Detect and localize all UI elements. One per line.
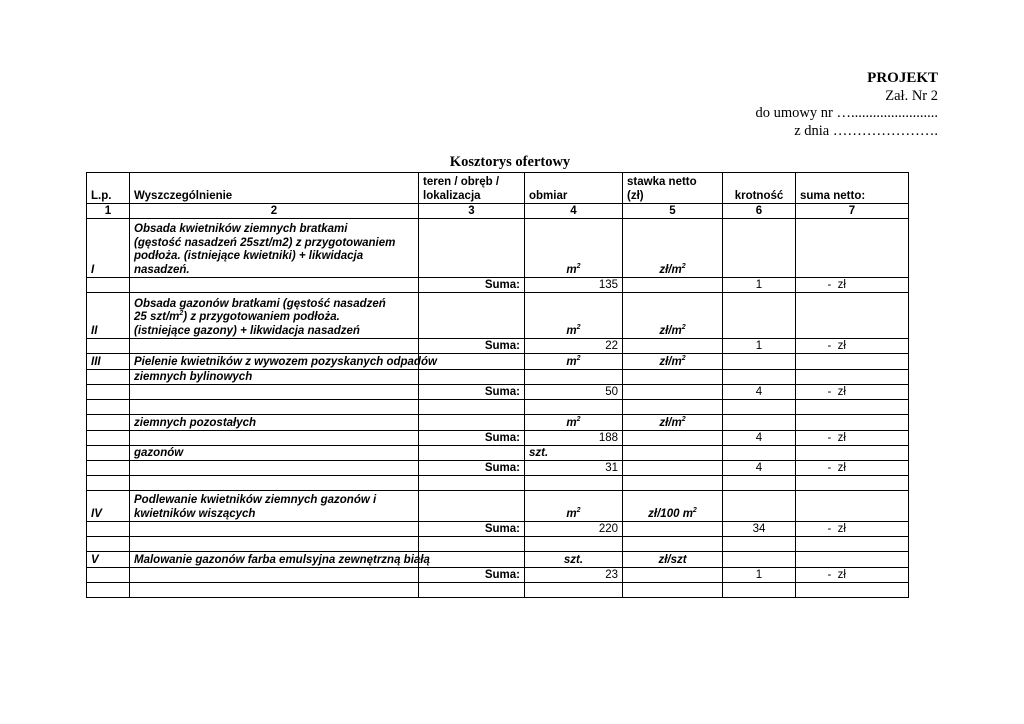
- table-header-row: [87, 173, 909, 204]
- section-description: Obsada kwietników ziemnych bratkami (gęstość nasadzeń 25szt/m2) z przygotowaniem podłoża. (istniejące kwietniki) + likwidacja nasadzeń.: [130, 219, 419, 278]
- empty-row: [87, 583, 909, 598]
- empty-row: [87, 400, 909, 415]
- sum-label: Suma:: [419, 339, 525, 354]
- subitem-label: ziemnych bylinowych: [130, 370, 419, 385]
- sum-label: Suma:: [419, 278, 525, 293]
- empty-row: [87, 537, 909, 552]
- obmiar-value: 188: [525, 431, 623, 446]
- subitem-label: gazonów: [130, 446, 419, 461]
- rate-cell: $zł/m^2$: [623, 219, 723, 278]
- rate-cell: $zł/m^2$: [623, 293, 723, 339]
- obmiar-value: 135: [525, 278, 623, 293]
- krotnosc-value: 1: [723, 339, 796, 354]
- section-row-iv: [87, 491, 909, 522]
- obmiar-value: 22: [525, 339, 623, 354]
- document-header: [756, 70, 938, 140]
- suma-value: - zł: [796, 568, 909, 583]
- document-title: Kosztorys ofertowy: [449, 154, 571, 170]
- sum-row: [87, 522, 909, 537]
- section-number: II: [87, 293, 130, 339]
- projekt-label: PROJEKT: [867, 70, 938, 86]
- contract-date: z dnia ………………….: [794, 122, 938, 139]
- section-description: Pielenie kwietników z wywozem pozyskanych odpadów: [130, 354, 419, 370]
- sum-row: [87, 385, 909, 400]
- krotnosc-value: 4: [723, 385, 796, 400]
- sum-label: Suma:: [419, 431, 525, 446]
- krotnosc-value: 34: [723, 522, 796, 537]
- suma-value: - zł: [796, 431, 909, 446]
- section-description: Podlewanie kwietników ziemnych gazonów i kwietników wiszących: [130, 491, 419, 522]
- col-header-lp: L.p.: [87, 173, 130, 204]
- section-number: V: [87, 552, 130, 568]
- sum-row: [87, 461, 909, 476]
- krotnosc-value: 4: [723, 431, 796, 446]
- obmiar-value: 50: [525, 385, 623, 400]
- subitem-row: [87, 370, 909, 385]
- unit-cell: $m^2$: [525, 415, 623, 431]
- column-number-row: 1 2 3 4 5 6 7: [87, 204, 909, 219]
- rate-cell: $zł/m^2$: [623, 354, 723, 370]
- unit-cell: $m^2$: [525, 491, 623, 522]
- sum-row: [87, 568, 909, 583]
- col-header-stawka: stawka netto (zł): [623, 173, 723, 204]
- col-header-obmiar: obmiar: [525, 173, 623, 204]
- section-description: Obsada gazonów bratkami (gęstość nasadzeń 25 szt/$m^2$) z przygotowaniem podłoża. (istniejące gazony) + likwidacja nasadzeń: [130, 293, 419, 339]
- sum-row: [87, 431, 909, 446]
- section-row-ii: [87, 293, 909, 339]
- suma-value: - zł: [796, 278, 909, 293]
- obmiar-value: 23: [525, 568, 623, 583]
- attachment-number: Zał. Nr 2: [885, 87, 938, 104]
- sum-label: Suma:: [419, 522, 525, 537]
- obmiar-value: 220: [525, 522, 623, 537]
- subitem-label: ziemnych pozostałych: [130, 415, 419, 431]
- suma-value: - zł: [796, 385, 909, 400]
- sum-label: Suma:: [419, 568, 525, 583]
- subitem-row: [87, 446, 909, 461]
- col-header-teren: teren / obręb / lokalizacja: [419, 173, 525, 204]
- rate-cell: $zł/m^2$: [623, 415, 723, 431]
- unit-cell: $m^2$: [525, 219, 623, 278]
- section-number: I: [87, 219, 130, 278]
- sum-label: Suma:: [419, 461, 525, 476]
- unit-cell: szt.: [525, 552, 623, 568]
- krotnosc-value: 1: [723, 278, 796, 293]
- section-row-i: [87, 219, 909, 278]
- sum-row: [87, 339, 909, 354]
- suma-value: - zł: [796, 339, 909, 354]
- unit-cell: $m^2$: [525, 293, 623, 339]
- section-number: IV: [87, 491, 130, 522]
- suma-value: - zł: [796, 522, 909, 537]
- col-header-krotnosc: krotność: [723, 173, 796, 204]
- sum-row: [87, 278, 909, 293]
- unit-cell: szt.: [525, 446, 623, 461]
- cost-estimate-table: [86, 172, 909, 598]
- krotnosc-value: 1: [723, 568, 796, 583]
- col-header-suma: suma netto:: [796, 173, 909, 204]
- empty-row: [87, 476, 909, 491]
- col-header-wyszczegolnienie: Wyszczególnienie: [130, 173, 419, 204]
- contract-number: do umowy nr …........................: [755, 105, 938, 121]
- obmiar-value: 31: [525, 461, 623, 476]
- section-description: Malowanie gazonów farba emulsyjna zewnętrzną białą: [130, 552, 419, 568]
- section-row-v: [87, 552, 909, 568]
- suma-value: - zł: [796, 461, 909, 476]
- subitem-row: [87, 415, 909, 431]
- sum-label: Suma:: [419, 385, 525, 400]
- rate-cell: zł/100 $m^2$: [623, 491, 723, 522]
- unit-cell: $m^2$: [525, 354, 623, 370]
- rate-cell: zł/szt: [623, 552, 723, 568]
- section-row-iii: [87, 354, 909, 370]
- krotnosc-value: 4: [723, 461, 796, 476]
- section-number: III: [87, 354, 130, 370]
